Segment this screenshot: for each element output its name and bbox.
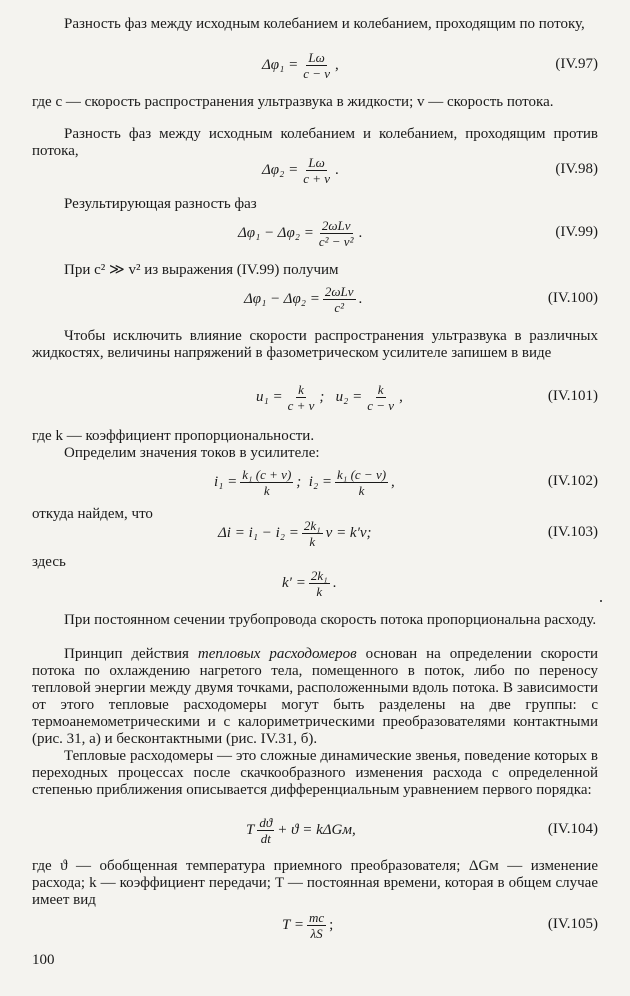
eq-fraction-i2 <box>335 468 388 497</box>
eq-tail: + ϑ = kΔGм, <box>277 821 356 838</box>
eq-fraction <box>301 156 332 185</box>
eq-tail: . <box>358 224 363 241</box>
numerator: k <box>377 381 384 397</box>
denominator: c² − v² <box>318 233 354 249</box>
equation-iv97 <box>32 50 598 80</box>
paragraph-thermal-flowmeters <box>32 646 598 748</box>
eq-fraction <box>317 219 356 248</box>
emphasis-term: тепловых расходомеров <box>197 646 357 662</box>
eq-fraction <box>302 519 323 548</box>
print-speck <box>600 600 602 602</box>
equation-number: (IV.101) <box>547 388 598 404</box>
numerator: mc <box>308 909 325 925</box>
paragraph-voltages: Чтобы исключить влияние скорости распространения ультразвука в различных жидкостях, величины напряжений в фазометрическом усилителе запишем в виде <box>32 328 598 361</box>
eq-lhs-u2: ; u₂ = <box>319 388 363 405</box>
paragraph-here: здесь <box>32 554 66 570</box>
equation-iv100 <box>32 284 598 314</box>
denominator: c + v <box>303 170 331 186</box>
equation-k-prime <box>32 568 598 598</box>
eq-lhs: Δφ₁ − Δφ₂ = <box>238 224 314 241</box>
equation-number: (IV.104) <box>547 821 598 837</box>
denominator: c − v <box>303 65 331 81</box>
numerator: k <box>298 381 304 397</box>
eq-tail: . <box>335 161 339 178</box>
paragraph-theta-definition: где ϑ — обобщенная температура приемного преобразователя; ΔGм — изменение расхода; k — коэффициент передачи; T — постоянная времени, которая в общем случае имеет вид <box>32 858 598 908</box>
equation-iv102 <box>32 467 598 497</box>
eq-tail: . <box>358 290 363 307</box>
equation-iv105 <box>32 910 598 940</box>
eq-fraction <box>309 569 330 598</box>
paragraph-c-definition: где c — скорость распространения ультразвука в жидкости; v — скорость потока. <box>32 94 554 110</box>
eq-lhs: Δφ₂ = <box>262 161 299 178</box>
equation-number: (IV.98) <box>555 161 598 177</box>
eq-fraction-u1 <box>286 383 317 412</box>
text-run: Принцип действия <box>64 646 198 662</box>
numerator: k₁ (c + v) <box>242 466 292 482</box>
denominator: dt <box>260 830 271 846</box>
eq-lhs: T <box>246 821 255 838</box>
eq-fraction <box>257 816 274 845</box>
equation-iv104 <box>32 815 598 845</box>
eq-fraction <box>323 285 356 314</box>
eq-tail: , <box>391 473 395 490</box>
eq-lhs-u1: u₁ = <box>256 388 283 405</box>
numerator: 2k₁ <box>310 567 328 583</box>
equation-iv103 <box>32 518 598 548</box>
paragraph-phase-upstream: Разность фаз между исходным колебанием и колебанием, проходящим против потока, <box>32 126 598 159</box>
paragraph-constant-section: При постоянном сечении трубопровода скорость потока пропорциональна расходу. <box>64 612 597 628</box>
numerator: dϑ <box>259 814 273 830</box>
equation-number: (IV.105) <box>547 916 598 932</box>
eq-lhs-i2: ; i₂ = <box>296 473 333 490</box>
equation-iv99 <box>32 218 598 248</box>
eq-lhs: Δφ₁ = <box>262 56 299 73</box>
equation-iv101 <box>32 382 598 412</box>
denominator: k <box>316 583 323 599</box>
eq-lhs-i1: i₁ = <box>214 473 238 490</box>
eq-fraction <box>307 911 326 940</box>
eq-lhs: T = <box>282 916 304 933</box>
numerator: k₁ (c − v) <box>337 466 387 482</box>
eq-lhs: k′ = <box>282 574 306 591</box>
equation-number: (IV.97) <box>555 56 598 72</box>
page-number: 100 <box>32 952 55 968</box>
eq-fraction <box>301 51 332 80</box>
equation-number: (IV.102) <box>547 473 598 489</box>
numerator: 2ωLv <box>324 283 354 299</box>
paragraph-phase-downstream: Разность фаз между исходным колебанием и колебанием, проходящим по потоку, <box>64 16 585 32</box>
eq-lhs: Δφ₁ − Δφ₂ = <box>244 290 320 307</box>
paragraph-c-squared-condition: При c² ≫ v² из выражения (IV.99) получим <box>64 262 339 278</box>
numerator: Lω <box>308 49 325 65</box>
equation-number: (IV.103) <box>547 524 598 540</box>
denominator: c² <box>334 299 345 315</box>
denominator: c + v <box>287 397 315 413</box>
text-run: основан на определении скорости потока по охлаждению нагретого тела, помещенного в поток, либо по переносу тепловой энергии между двумя точками, расположенными вдоль потока. В зависимости от этого тепловые расходомеры могут быть разделены на две группы: с термоанемометрическими и с калориметрическими преобразователями контактными (рис. 31, а) и бесконтактными (рис. IV.31, б). <box>32 646 598 747</box>
eq-tail: , <box>399 388 403 405</box>
eq-tail: v = k′v; <box>325 524 372 541</box>
denominator: λS <box>310 925 323 941</box>
eq-tail: ; <box>329 916 334 933</box>
equation-number: (IV.100) <box>547 290 598 306</box>
denominator: k <box>358 482 365 498</box>
paragraph-currents: Определим значения токов в усилителе: <box>64 445 320 461</box>
denominator: k <box>263 482 270 498</box>
paragraph-k-definition: где k — коэффициент пропорциональности. <box>32 428 315 444</box>
eq-tail: , <box>335 56 339 73</box>
paragraph-dynamic-links: Тепловые расходомеры — это сложные динамические звенья, поведение которых в переходных процессах после скачкообразного изменения расхода с определенной степенью приближения описывается дифференциальным уравнением первого порядка: <box>32 748 598 798</box>
paragraph-whence: откуда найдем, что <box>32 506 153 522</box>
eq-tail: . <box>332 574 337 591</box>
denominator: k <box>309 533 316 549</box>
equation-iv98 <box>32 155 598 185</box>
eq-fraction-u2 <box>365 383 396 412</box>
numerator: 2ωLv <box>321 217 351 233</box>
numerator: 2k₁ <box>303 517 321 533</box>
eq-fraction-i1 <box>240 468 293 497</box>
eq-lhs: Δi = i₁ − i₂ = <box>218 524 299 541</box>
denominator: c − v <box>367 397 395 413</box>
paragraph-resulting-phase: Результирующая разность фаз <box>64 196 257 212</box>
equation-number: (IV.99) <box>555 224 598 240</box>
numerator: Lω <box>308 154 325 170</box>
